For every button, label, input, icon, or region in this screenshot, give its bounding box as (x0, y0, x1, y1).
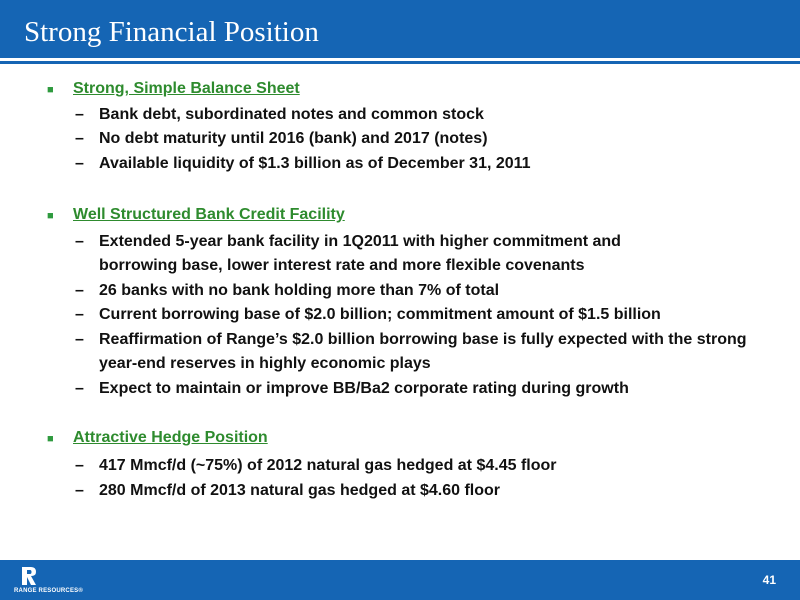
company-logo (14, 564, 83, 596)
square-bullet-icon: ■ (47, 433, 54, 445)
square-bullet-icon: ■ (47, 210, 54, 222)
range-logo-icon (20, 566, 38, 586)
slide-title: Strong Financial Position (24, 16, 319, 48)
section-heading-credit-facility: Well Structured Bank Credit Facility (73, 206, 345, 223)
list-item: No debt maturity until 2016 (bank) and 2017 (notes) (99, 130, 488, 147)
dash-icon: – (75, 482, 84, 499)
dash-icon: – (75, 282, 84, 299)
section-heading-balance-sheet: Strong, Simple Balance Sheet (73, 80, 300, 97)
list-item: Reaffirmation of Range’s $2.0 billion borrowing base is fully expected with the strong year-end reserves in highly economic plays (99, 331, 747, 372)
list-item: 26 banks with no bank holding more than 7% of total (99, 282, 500, 299)
dash-icon: – (75, 155, 84, 172)
dash-icon: – (75, 380, 84, 397)
dash-icon: – (75, 331, 84, 348)
list-item: Current borrowing base of $2.0 billion; commitment amount of $1.5 billion (99, 306, 661, 323)
page-number: 41 (762, 573, 776, 587)
list-item: Extended 5-year bank facility in 1Q2011 with higher commitment and borrowing base, lower interest rate and more flexible covenants (99, 233, 621, 274)
list-item: 417 Mmcf/d (~75%) of 2012 natural gas hedged at $4.45 floor (99, 457, 557, 474)
square-bullet-icon: ■ (47, 84, 54, 96)
list-item: Bank debt, subordinated notes and common stock (99, 106, 484, 123)
dash-icon: – (75, 130, 84, 147)
dash-icon: – (75, 306, 84, 323)
dash-icon: – (75, 457, 84, 474)
list-item: Expect to maintain or improve BB/Ba2 corporate rating during growth (99, 380, 629, 397)
section-heading-hedge-position: Attractive Hedge Position (73, 429, 268, 446)
logo-wordmark: RANGE RESOURCES® (14, 588, 83, 594)
footer-bar (0, 560, 800, 600)
dash-icon: – (75, 233, 84, 250)
list-item: 280 Mmcf/d of 2013 natural gas hedged at $4.60 floor (99, 482, 501, 499)
list-item: Available liquidity of $1.3 billion as of December 31, 2011 (99, 155, 531, 172)
dash-icon: – (75, 106, 84, 123)
